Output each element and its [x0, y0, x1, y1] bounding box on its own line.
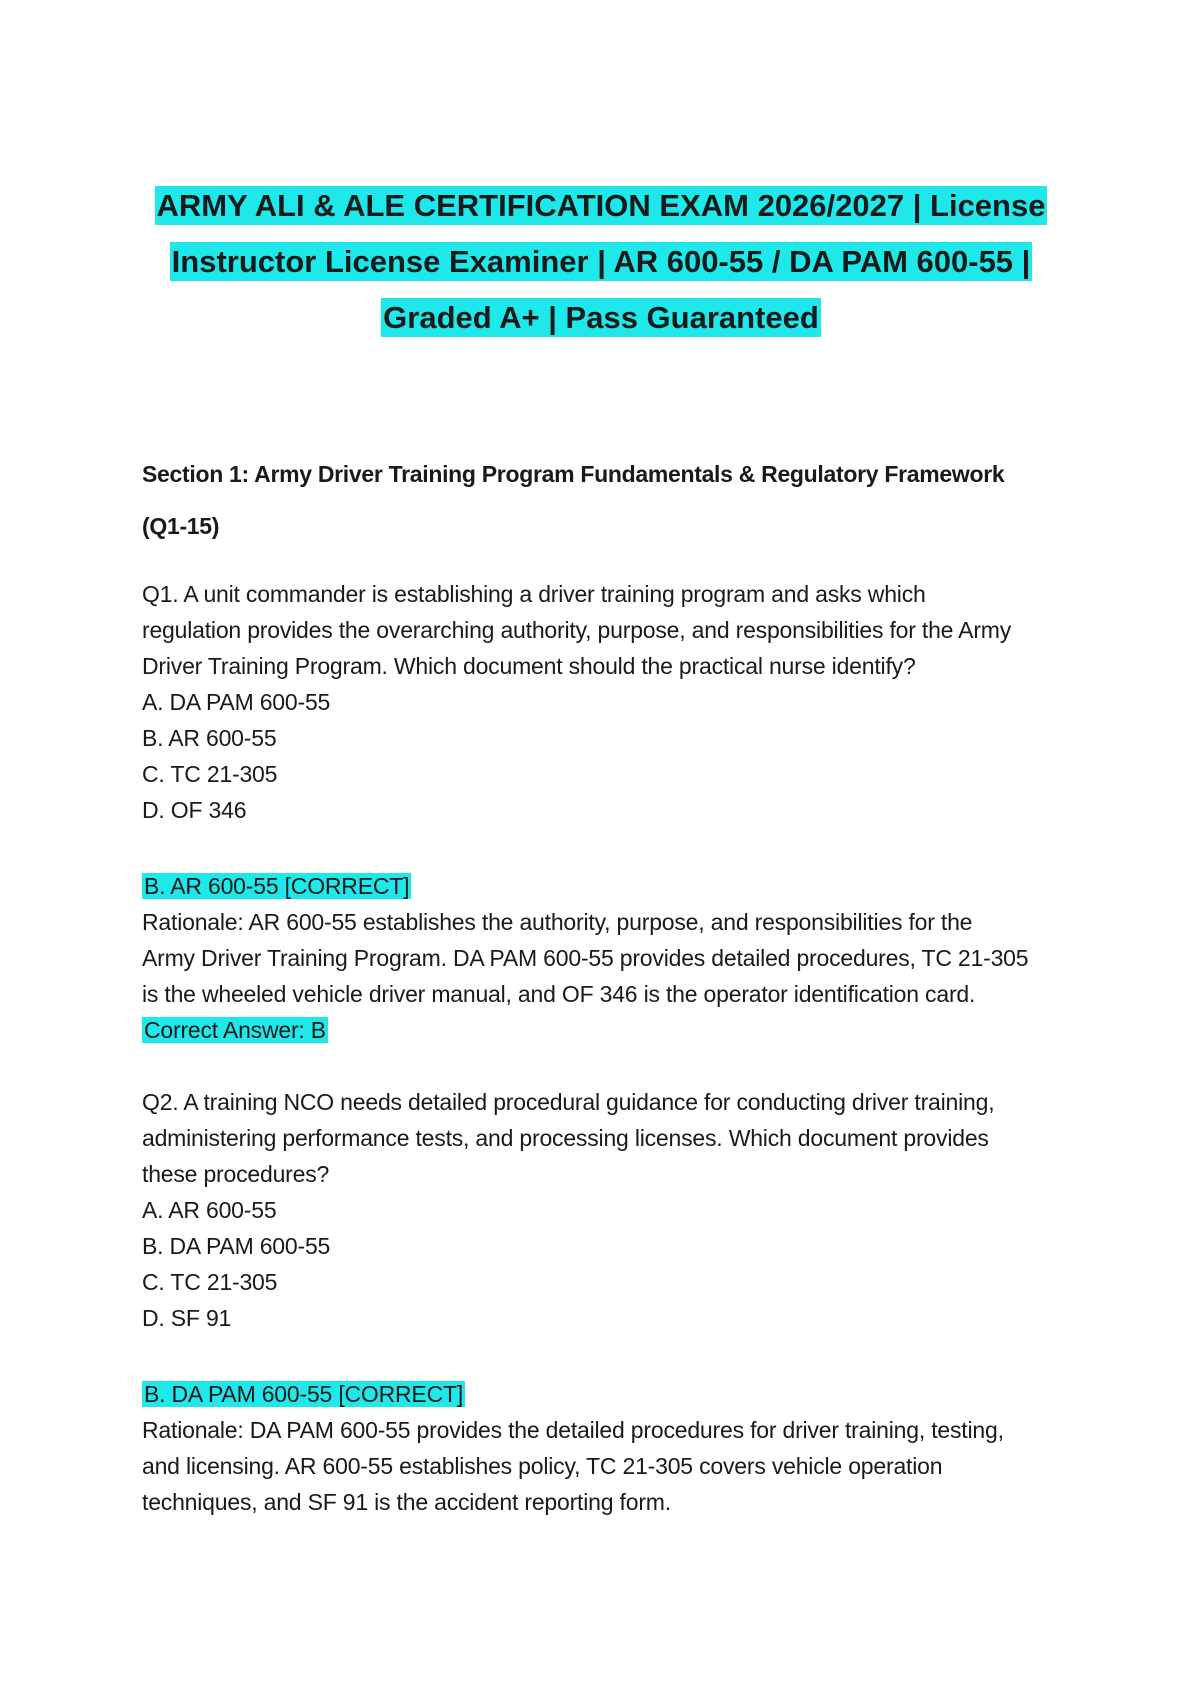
answer-option-d: D. OF 346 [142, 797, 247, 823]
rationale-line: Rationale: DA PAM 600-55 provides the detailed procedures for driver training, testing, [142, 1417, 1004, 1443]
rationale-line: and licensing. AR 600-55 establishes policy, TC 21-305 covers vehicle operation [142, 1453, 943, 1479]
answer-option-b: B. AR 600-55 [142, 725, 277, 751]
document-title [130, 178, 1072, 346]
answer-option-a: A. AR 600-55 [142, 1197, 277, 1223]
correct-option-line [142, 1376, 1082, 1412]
question-stem-line: Driver Training Program. Which document should the practical nurse identify? [142, 653, 916, 679]
answer-option-a: A. DA PAM 600-55 [142, 689, 331, 715]
question-stem-line: Q2. A training NCO needs detailed procedural guidance for conducting driver training, [142, 1089, 995, 1115]
section-range: (Q1-15) [142, 513, 220, 539]
rationale-line: Army Driver Training Program. DA PAM 600-55 provides detailed procedures, TC 21-305 [142, 945, 1029, 971]
correct-option-line [142, 868, 1082, 904]
section-heading-line: Section 1: Army Driver Training Program Fundamentals & Regulatory Framework [142, 461, 1005, 487]
rationale-line: techniques, and SF 91 is the accident reporting form. [142, 1489, 671, 1515]
correct-option-highlight: B. DA PAM 600-55 [CORRECT] [144, 1381, 464, 1407]
question-1 [142, 576, 1082, 828]
correct-answer-line [142, 1012, 1082, 1048]
answer-option-d: D. SF 91 [142, 1305, 232, 1331]
correct-option-highlight: B. AR 600-55 [CORRECT] [144, 873, 410, 899]
question-stem-line: regulation provides the overarching authority, purpose, and responsibilities for the Army [142, 617, 1012, 643]
title-highlight: ARMY ALI & ALE CERTIFICATION EXAM 2026/2027 | License [156, 188, 1046, 223]
title-highlight: Graded A+ | Pass Guaranteed [383, 300, 819, 335]
question-stem-line: Q1. A unit commander is establishing a driver training program and asks which [142, 581, 926, 607]
title-highlight: Instructor License Examiner | AR 600-55 / DA PAM 600-55 | [171, 244, 1031, 279]
correct-answer-highlight: Correct Answer: B [144, 1017, 326, 1043]
title-line [130, 234, 1072, 290]
title-line [130, 178, 1072, 234]
answer-block-2 [142, 1376, 1082, 1520]
title-line [130, 290, 1072, 346]
answer-option-b: B. DA PAM 600-55 [142, 1233, 331, 1259]
answer-option-c: C. TC 21-305 [142, 761, 278, 787]
answer-option-c: C. TC 21-305 [142, 1269, 278, 1295]
question-stem-line: these procedures? [142, 1161, 330, 1187]
question-2 [142, 1084, 1082, 1336]
rationale-line: Rationale: AR 600-55 establishes the authority, purpose, and responsibilities for the [142, 909, 973, 935]
question-stem-line: administering performance tests, and processing licenses. Which document provides [142, 1125, 989, 1151]
rationale-line: is the wheeled vehicle driver manual, and OF 346 is the operator identification card. [142, 981, 976, 1007]
section-heading [142, 448, 1082, 552]
answer-block-1 [142, 868, 1082, 1048]
